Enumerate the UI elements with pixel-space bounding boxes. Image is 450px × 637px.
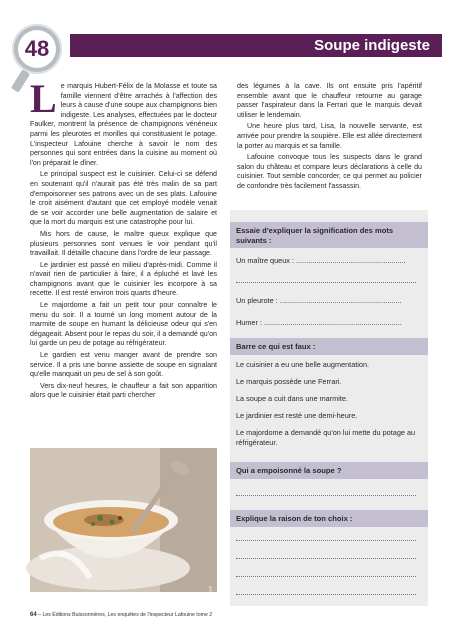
- magnifier-handle-icon: [11, 69, 30, 92]
- soup-photo: [30, 448, 217, 613]
- answer-line[interactable]: [236, 540, 416, 541]
- dropcap: L: [30, 76, 57, 121]
- definition-line[interactable]: Humer : ....................................................................: [236, 318, 402, 327]
- answer-line[interactable]: [236, 495, 416, 496]
- answer-line[interactable]: [236, 282, 416, 283]
- story-paragraph: Lafouine convoque tous les suspects dans le grand salon du château et compare leurs déclarations à celle du cuisinier. Tout semble concorder, ce qui permet au policier de confondre très facilement l'assassin.: [237, 153, 422, 190]
- story-paragraph: Le marquis Hubert-Félix de la Molasse et toute sa famille viennent d'être arrachés à l'affection des leurs à cause d'une soupe aux champignons bien indigeste. Les analyses, effectuées par le docteur Faulker, montrent la présence de champignons vénéneux parmi les pleurotes et morilles qui constituaient le potage. L'inspecteur Lafouine cherche à savoir le nom des personnes qui sont entrées dans la cuisine au moment où l'on préparait le dîner.: [30, 76, 217, 167]
- story-paragraph: Le principal suspect est le cuisinier. Celui-ci se défend en soutenant qu'il n'aurait pas été très malin de sa part d'empoisonner ses patrons avec un de ses plats. Lafouine le croit aisément d'autant que cet employé modèle venait de se voir accorder une belle augmentation de salaire et que la mort du marquis est une catastrophe pour lui.: [30, 170, 217, 227]
- answer-line[interactable]: [236, 558, 416, 559]
- story-paragraph: Une heure plus tard, Lisa, la nouvelle servante, est arrivée pour prendre la soupière. Elle est allée directement la porter au marquis et sa famille.: [237, 122, 422, 150]
- question-4-heading: Explique la raison de ton choix :: [230, 510, 428, 527]
- badge-face: [18, 30, 56, 68]
- definition-line[interactable]: Un maître queux : ......................................................: [236, 256, 406, 265]
- magnifier-badge: [12, 24, 62, 74]
- statement-item[interactable]: La soupe a cuit dans une marmite.: [236, 394, 348, 403]
- exercise-panel: [230, 210, 428, 606]
- answer-line[interactable]: [236, 594, 416, 595]
- page-title: Soupe indigeste: [314, 37, 430, 54]
- soup-bowl-illustration: [30, 448, 217, 592]
- page-number: 64: [30, 612, 37, 618]
- page-footer: [30, 612, 212, 618]
- story-column-right: [237, 82, 422, 194]
- answer-line[interactable]: [236, 576, 416, 577]
- question-3-heading: Qui a empoisonné la soupe ?: [230, 462, 428, 479]
- question-2-heading: Barre ce qui est faux :: [230, 338, 428, 355]
- story-paragraph: Le majordome a fait un petit tour pour connaître le menu du soir. Il a tourné un long moment autour de la marmite de soupe en humant la délicieuse odeur qui s'en dégageait. Absent pour le repas du soir, il a demandé qu'on lui garde un peu de potage au réfrigérateur.: [30, 301, 217, 348]
- enigma-number: 48: [24, 36, 50, 61]
- header-bar: [70, 34, 442, 57]
- statement-item[interactable]: Le marquis possède une Ferrari.: [236, 377, 342, 386]
- photo-credit: © Adobe Stock: [208, 586, 213, 613]
- story-paragraph: Le gardien est venu manger avant de prendre son service. Il a pris une bonne assiette de soupe en signalant qu'elle manquait un peu de sel à son goût.: [30, 351, 217, 379]
- definition-line[interactable]: Un pleurote : ............................................................: [236, 296, 402, 305]
- statement-item[interactable]: Le cuisinier a eu une belle augmentation.: [236, 360, 370, 369]
- story-column-left: [30, 76, 217, 403]
- story-paragraph: des légumes à la cave. Ils ont ensuite pris l'apéritif ensemble avant que le chauffeur retourne au garage passer l'aspirateur dans la Ferrari que le marquis devait utiliser le lendemain.: [237, 82, 422, 119]
- story-paragraph: Mis hors de cause, le maître queux explique que plusieurs personnes sont venues le voir pendant qu'il travaillait. Il détaille chacune dans l'ordre de leur passage.: [30, 229, 217, 258]
- footer-credit: – Les Éditions Buissonnières, Les enquêtes de l'inspecteur Lafouine tome 2: [38, 612, 213, 618]
- story-paragraph: Vers dix-neuf heures, le chauffeur a fait son apparition alors que le cuisinier était parti chercher: [30, 381, 217, 400]
- question-1-heading: Essaie d'expliquer la signification des mots suivants :: [230, 222, 428, 248]
- statement-item[interactable]: Le jardinier est resté une demi-heure.: [236, 411, 358, 420]
- story-paragraph: Le jardinier est passé en milieu d'après-midi. Comme il n'avait rien de particulier à faire, il a épluché et lavé les champignons avant que le cuisinier les incorpore à sa recette. Il est resté environ trois quarts d'heure.: [30, 260, 217, 298]
- statement-item[interactable]: Le majordome a demandé qu'on lui mette du potage au réfrigérateur.: [236, 428, 416, 447]
